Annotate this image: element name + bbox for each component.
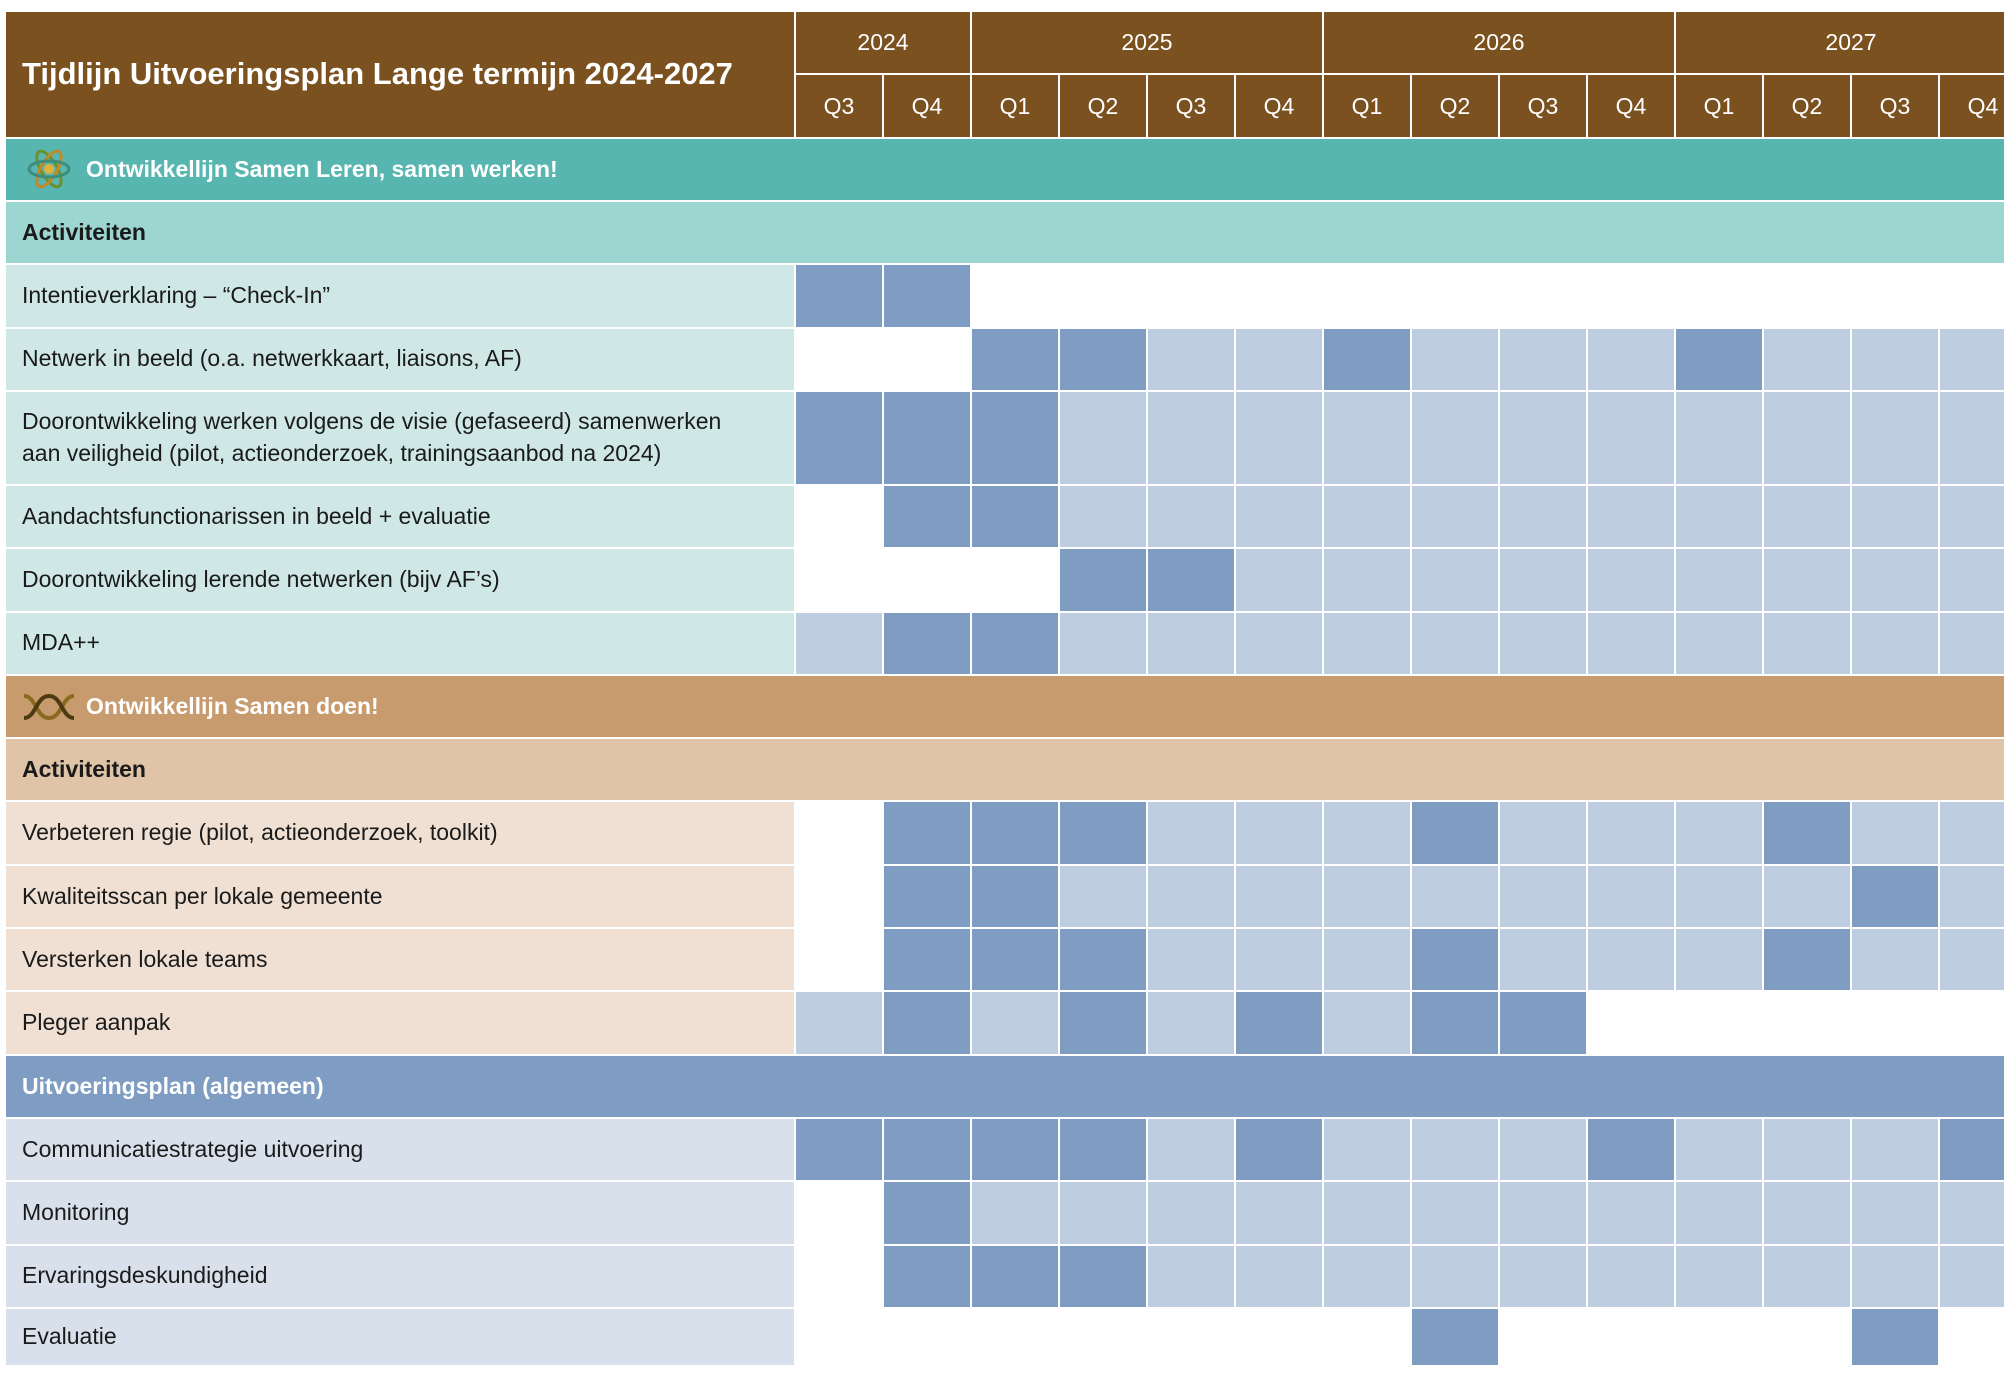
timeline-cell: [1676, 1309, 1762, 1365]
timeline-cell: [972, 992, 1058, 1053]
timeline-cell: [1148, 866, 1234, 927]
timeline-cell: [1764, 866, 1850, 927]
timeline-cell: [1060, 929, 1146, 990]
activities-label: Activiteiten: [22, 756, 146, 783]
timeline-cell: [1148, 265, 1234, 326]
timeline-cell: [1500, 486, 1586, 547]
timeline-cell: [1412, 802, 1498, 863]
quarter-header: Q3: [1148, 75, 1234, 136]
timeline-cell: [1588, 866, 1674, 927]
timeline-cell: [1324, 992, 1410, 1053]
timeline-cell: [1852, 866, 1938, 927]
timeline-cell: [796, 329, 882, 390]
timeline-cell: [1324, 1309, 1410, 1365]
timeline-cell: [972, 1246, 1058, 1307]
activity-label: Kwaliteitsscan per lokale gemeente: [6, 866, 794, 927]
timeline-cell: [1412, 613, 1498, 674]
timeline-cell: [1236, 613, 1322, 674]
timeline-cell: [1236, 992, 1322, 1053]
timeline-cell: [1060, 1182, 1146, 1243]
timeline-cell: [1060, 866, 1146, 927]
section-header: [6, 139, 2004, 200]
section-title: Uitvoeringsplan (algemeen): [22, 1072, 324, 1099]
activity-label: Intentieverklaring – “Check-In”: [6, 265, 794, 326]
timeline-cell: [1940, 549, 2004, 610]
timeline-cell: [1236, 802, 1322, 863]
timeline-cell: [1324, 802, 1410, 863]
timeline-cell: [1500, 1119, 1586, 1180]
activity-label: Netwerk in beeld (o.a. netwerkkaart, liaisons, AF): [6, 329, 794, 390]
quarter-header: Q4: [1940, 75, 2004, 136]
activity-label: Versterken lokale teams: [6, 929, 794, 990]
timeline-cell: [796, 549, 882, 610]
timeline-cell: [796, 866, 882, 927]
timeline-cell: [1412, 486, 1498, 547]
activity-label: Monitoring: [6, 1182, 794, 1243]
timeline-cell: [972, 1182, 1058, 1243]
timeline-cell: [1412, 1246, 1498, 1307]
timeline-cell: [1060, 613, 1146, 674]
timeline-cell: [1940, 1119, 2004, 1180]
timeline-cell: [796, 1246, 882, 1307]
timeline-cell: [884, 329, 970, 390]
dna-icon: [22, 682, 76, 732]
timeline-cell: [796, 486, 882, 547]
timeline-cell: [1500, 1309, 1586, 1365]
timeline-cell: [1324, 549, 1410, 610]
quarter-header: Q2: [1412, 75, 1498, 136]
timeline-cell: [1412, 992, 1498, 1053]
timeline-cell: [884, 613, 970, 674]
timeline-cell: [1940, 613, 2004, 674]
timeline-cell: [1324, 866, 1410, 927]
activity-label: MDA++: [6, 613, 794, 674]
timeline-cell: [1500, 392, 1586, 484]
timeline-cell: [1852, 1246, 1938, 1307]
timeline-cell: [1588, 392, 1674, 484]
timeline-cell: [1852, 265, 1938, 326]
timeline-cell: [1500, 802, 1586, 863]
activities-header: [6, 739, 2004, 800]
timeline-cell: [1148, 1119, 1234, 1180]
activity-label: Evaluatie: [6, 1309, 794, 1365]
timeline-cell: [1676, 613, 1762, 674]
timeline-cell: [1588, 1182, 1674, 1243]
timeline-cell: [1764, 929, 1850, 990]
timeline-cell: [1148, 392, 1234, 484]
timeline-cell: [1588, 486, 1674, 547]
quarter-header: Q4: [1588, 75, 1674, 136]
timeline-cell: [796, 613, 882, 674]
timeline-cell: [1324, 392, 1410, 484]
timeline-cell: [1236, 1182, 1322, 1243]
timeline-cell: [1060, 992, 1146, 1053]
activities-header: [6, 202, 2004, 263]
timeline-cell: [1764, 329, 1850, 390]
timeline-cell: [1852, 392, 1938, 484]
activity-label: Verbeteren regie (pilot, actieonderzoek, toolkit): [6, 802, 794, 863]
timeline-cell: [1764, 613, 1850, 674]
section-header: [6, 1056, 2004, 1117]
timeline-cell: [1940, 1246, 2004, 1307]
timeline-cell: [1676, 929, 1762, 990]
timeline-cell: [884, 392, 970, 484]
timeline-cell: [1148, 1309, 1234, 1365]
timeline-cell: [1500, 929, 1586, 990]
timeline-cell: [1148, 802, 1234, 863]
quarter-header: Q4: [1236, 75, 1322, 136]
timeline-cell: [1852, 1119, 1938, 1180]
timeline-cell: [1676, 392, 1762, 484]
timeline-cell: [1412, 392, 1498, 484]
timeline-cell: [1324, 929, 1410, 990]
timeline-cell: [884, 992, 970, 1053]
year-header: 2027: [1676, 12, 2004, 73]
timeline-cell: [884, 486, 970, 547]
timeline-cell: [1588, 613, 1674, 674]
timeline-cell: [796, 392, 882, 484]
timeline-cell: [1236, 1119, 1322, 1180]
timeline-cell: [1940, 329, 2004, 390]
quarter-header: Q1: [1676, 75, 1762, 136]
timeline-cell: [1412, 866, 1498, 927]
timeline-cell: [1764, 265, 1850, 326]
timeline-cell: [1148, 992, 1234, 1053]
timeline-cell: [1764, 802, 1850, 863]
timeline-cell: [1852, 802, 1938, 863]
timeline-cell: [1412, 929, 1498, 990]
timeline-cell: [796, 265, 882, 326]
page-title: Tijdlijn Uitvoeringsplan Lange termijn 2024-2027: [6, 12, 794, 137]
timeline-cell: [884, 802, 970, 863]
timeline-cell: [1148, 486, 1234, 547]
timeline-cell: [1676, 486, 1762, 547]
timeline-cell: [972, 613, 1058, 674]
timeline-cell: [1940, 1309, 2004, 1365]
timeline-cell: [972, 866, 1058, 927]
timeline-cell: [972, 329, 1058, 390]
timeline-cell: [884, 265, 970, 326]
timeline-cell: [1588, 549, 1674, 610]
quarter-header: Q3: [796, 75, 882, 136]
timeline-cell: [1324, 1182, 1410, 1243]
timeline-cell: [1588, 992, 1674, 1053]
timeline-cell: [796, 802, 882, 863]
timeline-cell: [1852, 329, 1938, 390]
timeline-cell: [1500, 329, 1586, 390]
timeline-cell: [1324, 1119, 1410, 1180]
timeline-cell: [1060, 549, 1146, 610]
timeline-cell: [972, 929, 1058, 990]
timeline-cell: [1764, 549, 1850, 610]
timeline-cell: [1940, 392, 2004, 484]
timeline-cell: [1676, 329, 1762, 390]
activity-label: Doorontwikkeling werken volgens de visie (gefaseerd) samenwerken aan veiligheid (pilot, actieonderzoek, trainingsaanbod na 2024): [6, 392, 794, 484]
timeline-cell: [1940, 802, 2004, 863]
timeline-cell: [1236, 1246, 1322, 1307]
timeline-cell: [972, 549, 1058, 610]
timeline-cell: [1676, 1246, 1762, 1307]
timeline-cell: [1940, 929, 2004, 990]
timeline-cell: [1324, 265, 1410, 326]
timeline-cell: [1412, 1309, 1498, 1365]
timeline-cell: [1588, 802, 1674, 863]
timeline-cell: [1148, 549, 1234, 610]
timeline-cell: [1060, 265, 1146, 326]
timeline-cell: [1676, 1182, 1762, 1243]
section-header: [6, 676, 2004, 737]
activity-label: Ervaringsdeskundigheid: [6, 1246, 794, 1307]
timeline-cell: [1500, 992, 1586, 1053]
timeline-cell: [884, 929, 970, 990]
timeline-cell: [1676, 1119, 1762, 1180]
timeline-cell: [1324, 486, 1410, 547]
timeline-cell: [972, 392, 1058, 484]
timeline-cell: [1764, 1182, 1850, 1243]
timeline-cell: [1060, 802, 1146, 863]
timeline-cell: [1148, 1246, 1234, 1307]
activity-label: Pleger aanpak: [6, 992, 794, 1053]
timeline-cell: [972, 265, 1058, 326]
timeline-cell: [1852, 549, 1938, 610]
timeline-cell: [1060, 1246, 1146, 1307]
timeline-cell: [1236, 929, 1322, 990]
timeline-cell: [1500, 866, 1586, 927]
quarter-header: Q1: [972, 75, 1058, 136]
year-header: 2026: [1324, 12, 1674, 73]
timeline-cell: [972, 486, 1058, 547]
activity-label: Communicatiestrategie uitvoering: [6, 1119, 794, 1180]
timeline-cell: [1588, 265, 1674, 326]
timeline-cell: [1852, 992, 1938, 1053]
timeline-cell: [1764, 1309, 1850, 1365]
timeline-cell: [796, 929, 882, 990]
timeline-cell: [1324, 613, 1410, 674]
timeline-cell: [884, 1182, 970, 1243]
timeline-cell: [1236, 866, 1322, 927]
timeline-cell: [1676, 992, 1762, 1053]
timeline-cell: [1940, 486, 2004, 547]
timeline-cell: [884, 1309, 970, 1365]
timeline-cell: [1676, 265, 1762, 326]
timeline-cell: [1236, 392, 1322, 484]
timeline-cell: [1676, 802, 1762, 863]
timeline-cell: [1940, 992, 2004, 1053]
timeline-cell: [1588, 929, 1674, 990]
quarter-header: Q3: [1500, 75, 1586, 136]
timeline-cell: [1148, 1182, 1234, 1243]
timeline-cell: [1588, 1119, 1674, 1180]
quarter-header: Q2: [1060, 75, 1146, 136]
atom-icon: [22, 144, 76, 194]
year-header: 2025: [972, 12, 1322, 73]
timeline-cell: [972, 1119, 1058, 1180]
timeline-cell: [1236, 329, 1322, 390]
timeline-cell: [1412, 265, 1498, 326]
timeline-cell: [1764, 992, 1850, 1053]
timeline-cell: [1412, 1119, 1498, 1180]
timeline-cell: [796, 1309, 882, 1365]
timeline-cell: [1764, 1119, 1850, 1180]
timeline-cell: [1852, 929, 1938, 990]
timeline-cell: [1060, 1119, 1146, 1180]
timeline-cell: [1236, 1309, 1322, 1365]
timeline-cell: [1764, 392, 1850, 484]
timeline-cell: [972, 802, 1058, 863]
timeline-cell: [1940, 1182, 2004, 1243]
timeline-cell: [1060, 486, 1146, 547]
timeline-cell: [1500, 549, 1586, 610]
timeline-cell: [1500, 1246, 1586, 1307]
timeline-cell: [1852, 1182, 1938, 1243]
activity-label: Aandachtsfunctionarissen in beeld + evaluatie: [6, 486, 794, 547]
timeline-cell: [1236, 549, 1322, 610]
timeline-cell: [796, 1182, 882, 1243]
timeline-cell: [1148, 929, 1234, 990]
timeline-cell: [1236, 265, 1322, 326]
timeline-cell: [1060, 392, 1146, 484]
timeline-cell: [1412, 549, 1498, 610]
timeline-cell: [1148, 613, 1234, 674]
quarter-header: Q2: [1764, 75, 1850, 136]
timeline-cell: [1148, 329, 1234, 390]
timeline-cell: [1764, 1246, 1850, 1307]
timeline-cell: [1940, 265, 2004, 326]
section-title: Ontwikkellijn Samen doen!: [86, 693, 379, 719]
section-title: Ontwikkellijn Samen Leren, samen werken!: [86, 155, 558, 182]
timeline-cell: [884, 866, 970, 927]
timeline-cell: [1060, 1309, 1146, 1365]
timeline-cell: [1852, 613, 1938, 674]
timeline-cell: [1500, 613, 1586, 674]
timeline-cell: [1324, 1246, 1410, 1307]
timeline-cell: [884, 1119, 970, 1180]
timeline-cell: [1940, 866, 2004, 927]
quarter-header: Q4: [884, 75, 970, 136]
timeline-cell: [884, 549, 970, 610]
timeline-cell: [1236, 486, 1322, 547]
timeline-cell: [1500, 1182, 1586, 1243]
timeline-cell: [796, 992, 882, 1053]
timeline-cell: [884, 1246, 970, 1307]
quarter-header: Q3: [1852, 75, 1938, 136]
timeline-cell: [1324, 329, 1410, 390]
timeline-cell: [1500, 265, 1586, 326]
year-header: 2024: [796, 12, 970, 73]
timeline-cell: [1852, 486, 1938, 547]
timeline-cell: [1588, 1246, 1674, 1307]
quarter-header: Q1: [1324, 75, 1410, 136]
timeline-cell: [796, 1119, 882, 1180]
timeline-cell: [1588, 329, 1674, 390]
activity-label: Doorontwikkeling lerende netwerken (bijv AF’s): [6, 549, 794, 610]
timeline-cell: [972, 1309, 1058, 1365]
timeline-cell: [1588, 1309, 1674, 1365]
timeline-cell: [1060, 329, 1146, 390]
timeline-cell: [1676, 866, 1762, 927]
activities-label: Activiteiten: [22, 219, 146, 246]
timeline-cell: [1852, 1309, 1938, 1365]
timeline-cell: [1764, 486, 1850, 547]
timeline-cell: [1412, 1182, 1498, 1243]
timeline-cell: [1412, 329, 1498, 390]
timeline-cell: [1676, 549, 1762, 610]
